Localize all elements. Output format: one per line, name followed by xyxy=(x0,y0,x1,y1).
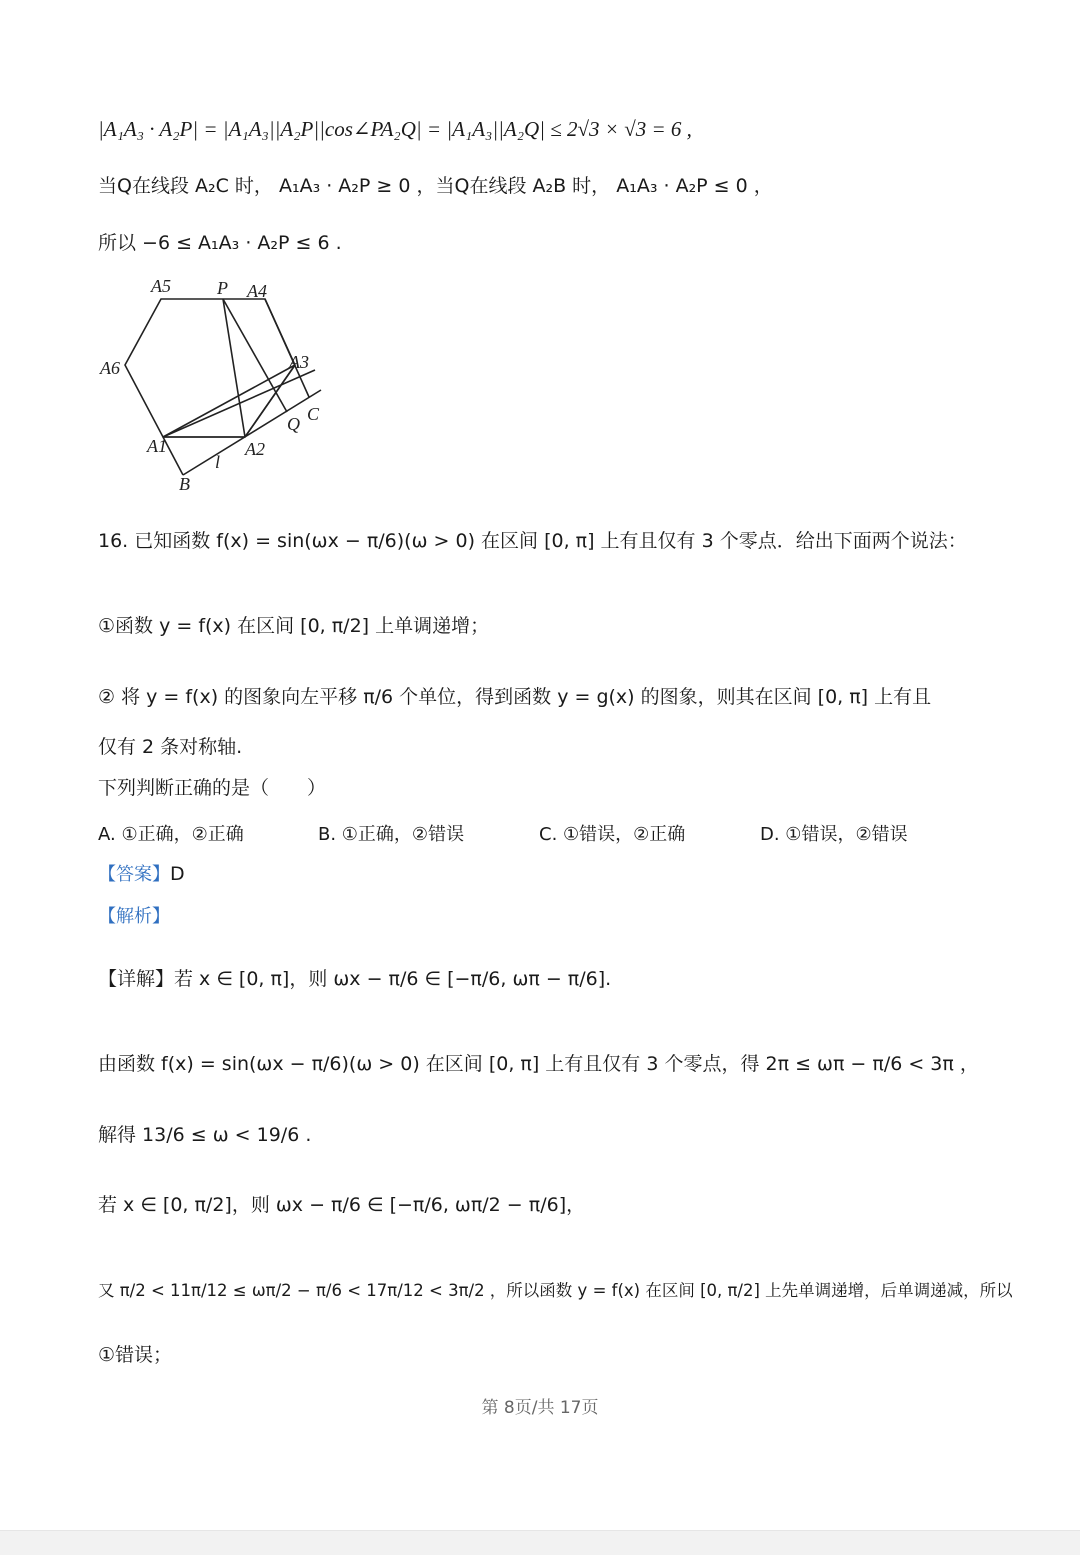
question-prompt: 下列判断正确的是（ ） xyxy=(98,777,327,799)
page-footer: 第 8页/共 17页 xyxy=(481,1398,599,1418)
equation-line-1: |A₁A₃ · A₂P| = |A₁A₃||A₂P||cos∠PA₂Q| = |A₁A₃||A₂Q| ≤ 2√3 × √3 = 6 , xyxy=(98,117,692,141)
problem-stem: 16. 已知函数 f(x) = sin(ωx − π/6)(ω > 0) 在区间 [0, π] 上有且仅有 3 个零点．给出下面两个说法： xyxy=(98,530,967,552)
label-q: Q xyxy=(287,414,300,434)
text-line-2: 当Q在线段 A₂C 时， A₁A₃ · A₂P ≥ 0 ，当Q在线段 A₂B 时， A₁A₃ · A₂P ≤ 0 ， xyxy=(98,175,773,197)
hexagon-figure xyxy=(95,272,345,502)
analysis-heading xyxy=(98,901,1000,932)
statement-2-line-2: 仅有 2 条对称轴. xyxy=(98,736,243,758)
label-a3: A3 xyxy=(289,352,309,372)
detail-line-1: 【详解】若 x ∈ [0, π]，则 ωx − π/6 ∈ [−π/6, ωπ − π/6]. xyxy=(98,968,612,990)
answer-value: D xyxy=(170,863,185,885)
label-c: C xyxy=(307,404,320,424)
detail-line-5: 又 π/2 < 11π/12 ≤ ωπ/2 − π/6 < 17π/12 < 3π/2 ，所以函数 y = f(x) 在区间 [0, π/2] 上先单调递增，后单调递减，所以 xyxy=(98,1281,1013,1300)
option-d: D. ①错误，②错误 xyxy=(760,824,908,845)
label-b: B xyxy=(179,474,190,494)
analysis-tag: 【解析】 xyxy=(98,906,170,927)
detail-line-6: ①错误； xyxy=(98,1344,173,1366)
answer-tag: 【答案】 xyxy=(98,864,170,885)
statement-2-line-1: ② 将 y = f(x) 的图象向左平移 π/6 个单位，得到函数 y = g(x) 的图象，则其在区间 [0, π] 上有且 xyxy=(98,686,932,708)
label-a6: A6 xyxy=(100,358,120,378)
answer-line xyxy=(98,859,1000,890)
text-line-3: 所以 −6 ≤ A₁A₃ · A₂P ≤ 6 . xyxy=(98,232,342,254)
statement-1: ①函数 y = f(x) 在区间 [0, π/2] 上单调递增； xyxy=(98,615,490,637)
label-l: l xyxy=(215,452,221,472)
option-a: A. ①正确，②正确 xyxy=(98,824,244,845)
detail-line-2: 由函数 f(x) = sin(ωx − π/6)(ω > 0) 在区间 [0, π] 上有且仅有 3 个零点，得 2π ≤ ωπ − π/6 < 3π ， xyxy=(98,1053,979,1075)
option-c: C. ①错误，②正确 xyxy=(539,824,686,845)
label-a1: A1 xyxy=(147,436,167,456)
detail-line-4: 若 x ∈ [0, π/2]，则 ωx − π/6 ∈ [−π/6, ωπ/2 − π/6]， xyxy=(98,1194,586,1216)
label-a5: A5 xyxy=(151,276,171,296)
bottom-strip xyxy=(0,1530,1080,1555)
option-b: B. ①正确，②错误 xyxy=(318,824,465,845)
label-p: P xyxy=(217,278,228,298)
label-a4: A4 xyxy=(247,281,267,301)
detail-line-3: 解得 13/6 ≤ ω < 19/6 . xyxy=(98,1124,312,1146)
label-a2: A2 xyxy=(245,439,265,459)
